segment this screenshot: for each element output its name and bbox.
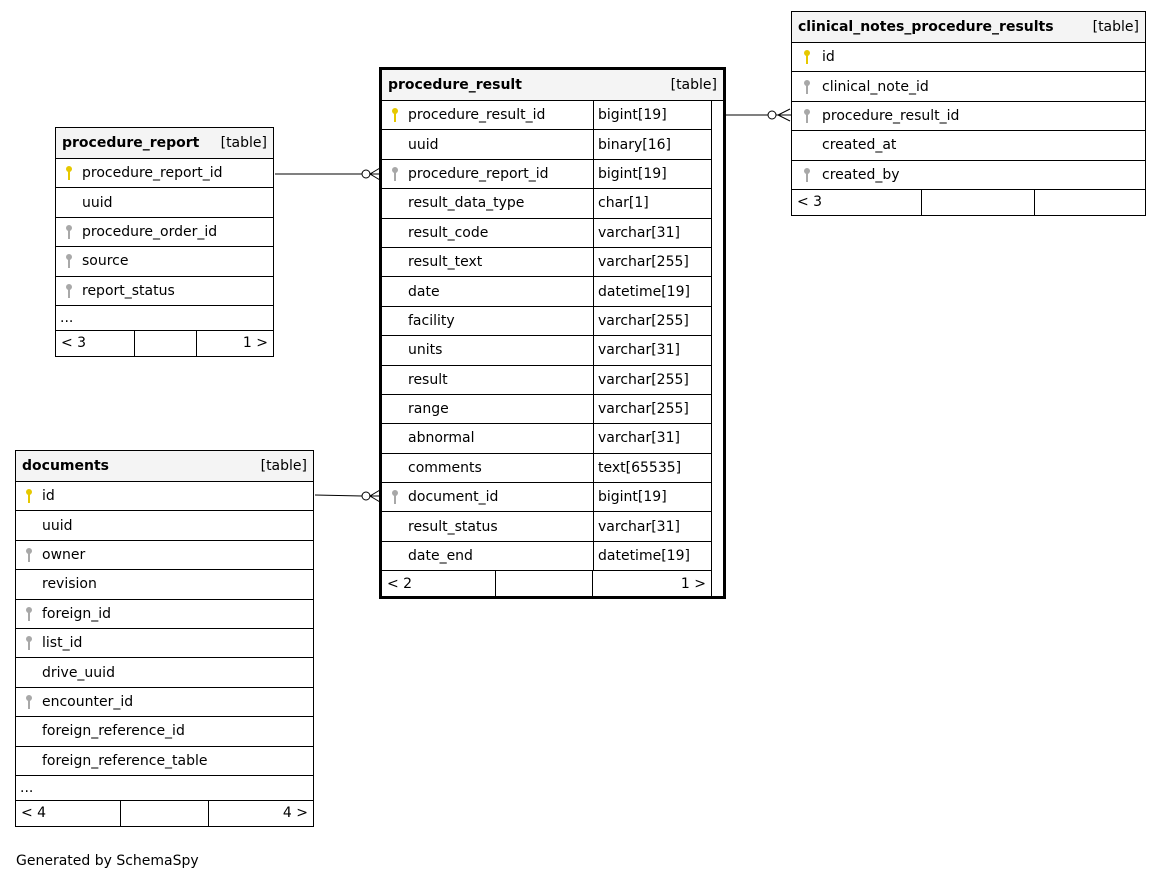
table-footer [56,331,273,356]
column-type: varchar[255] [593,307,711,335]
column-name-cell [16,629,313,657]
column-name-cell [16,482,313,510]
column-row[interactable] [382,189,711,218]
column-name-cell [16,570,313,598]
column-name-cell [382,277,593,305]
column-row[interactable] [56,277,273,306]
column-row[interactable] [382,101,711,130]
column-row[interactable] [16,541,313,570]
primary-key-icon [382,107,408,123]
column-name-cell [382,454,593,482]
column-name-cell [16,717,313,745]
table-procedure-report[interactable] [55,127,274,357]
column-name-cell [382,219,593,247]
column-name-cell [56,277,273,305]
column-name: created_by [822,166,900,183]
column-row[interactable] [16,600,313,629]
column-name: document_id [408,489,499,506]
footer-children-count: 1 > [196,331,273,356]
column-row[interactable] [792,43,1145,72]
foreign-key-icon [382,166,408,182]
column-name: date [408,283,440,300]
footer-parents-count: < 4 [21,805,47,822]
column-row[interactable] [382,512,711,541]
column-name: result_status [408,518,498,535]
column-name-cell [16,747,313,775]
foreign-key-icon [382,489,408,505]
column-name: encounter_id [42,693,134,710]
column-type: varchar[31] [593,512,711,540]
column-row[interactable] [382,130,711,159]
column-name: id [822,49,835,66]
column-type: text[65535] [593,454,711,482]
column-name: comments [408,459,482,476]
column-name-cell [382,424,593,452]
column-name-cell [382,101,593,129]
column-name-cell [792,131,1145,159]
foreign-key-icon [16,694,42,710]
column-name-cell [382,160,593,188]
column-name-cell [16,688,313,716]
column-type: bigint[19] [593,101,711,129]
column-row[interactable] [792,102,1145,131]
foreign-key-icon [56,283,82,299]
table-procedure-result[interactable] [379,67,726,599]
column-name: uuid [82,194,113,211]
column-row[interactable] [16,482,313,511]
column-name: procedure_result_id [408,107,546,124]
column-row[interactable] [16,658,313,687]
table-footer [16,801,313,826]
column-name: foreign_id [42,605,111,622]
column-type: bigint[19] [593,160,711,188]
column-row[interactable] [792,161,1145,190]
column-type: varchar[31] [593,219,711,247]
column-row[interactable] [16,570,313,599]
table-header [16,451,313,482]
column-type: varchar[255] [593,366,711,394]
column-row[interactable] [382,307,711,336]
column-name: uuid [42,517,73,534]
foreign-key-icon [16,635,42,651]
column-type: varchar[255] [593,395,711,423]
foreign-key-icon [792,79,822,95]
column-name-cell [382,542,593,570]
column-name-cell [382,366,593,394]
column-name: report_status [82,282,175,299]
column-row[interactable] [16,511,313,540]
column-name-cell [382,130,593,158]
column-row[interactable] [16,747,313,776]
column-row[interactable] [382,277,711,306]
column-row[interactable] [16,629,313,658]
footer-spacer [120,801,208,826]
table-clinical-notes-procedure-results[interactable] [791,11,1146,216]
column-name-cell [16,511,313,539]
foreign-key-icon [56,253,82,269]
column-row[interactable] [382,542,711,571]
column-name: result [408,371,448,388]
column-type: varchar[255] [593,248,711,276]
column-name-cell [382,248,593,276]
footer-children-count: 4 > [208,801,313,826]
column-row[interactable] [382,366,711,395]
column-name: date_end [408,548,473,565]
column-name: procedure_report_id [408,165,549,182]
table-name: procedure_result [388,77,522,93]
column-name-cell [382,336,593,364]
primary-key-icon [16,488,42,504]
column-name: result_text [408,254,483,271]
primary-key-icon [792,49,822,65]
column-row[interactable] [56,188,273,217]
column-name-cell [16,600,313,628]
foreign-key-icon [792,167,822,183]
column-name: procedure_report_id [82,165,223,182]
column-name: abnormal [408,430,475,447]
column-name-cell [792,102,1145,130]
column-name: id [42,488,55,505]
column-row[interactable] [382,248,711,277]
more-columns-ellipsis: ... [16,776,313,801]
foreign-key-icon [16,606,42,622]
table-header [792,12,1145,43]
table-footer [792,190,1145,215]
column-type: datetime[19] [593,277,711,305]
table-header [382,70,723,101]
column-name: owner [42,546,86,563]
column-name-cell [56,218,273,246]
footer-parents-count: < 2 [387,575,413,592]
column-name-cell [792,72,1145,100]
column-name: facility [408,312,455,329]
column-name: result_data_type [408,195,525,212]
column-row[interactable] [382,395,711,424]
column-row[interactable] [382,483,711,512]
primary-key-icon [56,165,82,181]
column-row[interactable] [382,336,711,365]
column-row[interactable] [792,131,1145,160]
footer-parents-count: < 3 [797,194,823,211]
column-type: char[1] [593,189,711,217]
foreign-key-icon [16,547,42,563]
table-name: procedure_report [62,135,200,151]
footer-spacer [134,331,196,356]
table-type: [table] [670,77,717,93]
column-name: list_id [42,635,83,652]
table-type: [table] [1092,19,1139,35]
foreign-key-icon [56,224,82,240]
generated-by-label: Generated by SchemaSpy [16,853,199,869]
column-row[interactable] [56,247,273,276]
column-name: drive_uuid [42,664,115,681]
column-name-cell [382,512,593,540]
column-name: uuid [408,136,439,153]
column-type: varchar[31] [593,336,711,364]
more-columns-ellipsis: ... [56,306,273,331]
table-type: [table] [260,458,307,474]
column-name: procedure_result_id [822,107,960,124]
table-footer [382,571,711,596]
column-name-cell [16,658,313,686]
column-name: clinical_note_id [822,78,929,95]
column-row[interactable] [792,72,1145,101]
column-type: datetime[19] [593,542,711,570]
column-name-cell [382,307,593,335]
column-name-cell [792,43,1145,71]
column-name-cell [382,395,593,423]
column-name: units [408,342,443,359]
table-documents[interactable] [15,450,314,827]
column-row[interactable] [382,160,711,189]
column-row[interactable] [382,424,711,453]
column-row[interactable] [56,159,273,188]
column-name-cell [792,161,1145,189]
column-type: varchar[31] [593,424,711,452]
footer-children-count: 1 > [592,571,711,596]
column-name-cell [56,188,273,216]
foreign-key-icon [792,108,822,124]
footer-spacer [495,571,592,596]
column-name: result_code [408,224,489,241]
column-name-cell [16,541,313,569]
column-type: binary[16] [593,130,711,158]
footer-parents-count: < 3 [61,335,87,352]
column-name-cell [382,483,593,511]
column-name: created_at [822,137,897,154]
table-header [56,128,273,159]
column-name-cell [56,159,273,187]
table-name: documents [22,458,109,474]
column-name: revision [42,576,97,593]
column-name: range [408,401,449,418]
column-row[interactable] [16,688,313,717]
column-row[interactable] [382,219,711,248]
column-type: bigint[19] [593,483,711,511]
column-row[interactable] [56,218,273,247]
column-row[interactable] [16,717,313,746]
column-name: foreign_reference_id [42,723,185,740]
column-name: foreign_reference_table [42,752,208,769]
footer-children-count [1034,190,1145,215]
table-name: clinical_notes_procedure_results [798,19,1054,35]
column-row[interactable] [382,454,711,483]
column-name: procedure_order_id [82,223,218,240]
column-name: source [82,253,129,270]
footer-spacer [921,190,1034,215]
table-type: [table] [220,135,267,151]
column-name-cell [56,247,273,275]
column-name-cell [382,189,593,217]
